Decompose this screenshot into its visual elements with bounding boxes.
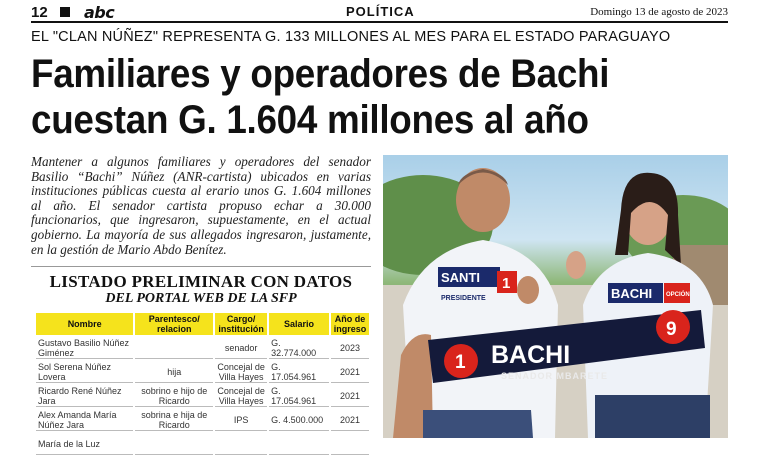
- headline-line-1: Familiares y operadores de Bachi: [31, 52, 610, 96]
- woman-shirt-badge-text: OPCIÓN: [666, 292, 690, 298]
- photo-illustration: [383, 155, 728, 438]
- table-row: [36, 409, 369, 431]
- scarf-subtitle: SENADOR MBARETE: [501, 371, 609, 381]
- article-photo: [383, 155, 728, 438]
- shirt-number: 1: [502, 275, 511, 292]
- cell-parentesco: [135, 433, 213, 455]
- cell-anio: 2021: [331, 409, 369, 431]
- listing-divider: [31, 266, 371, 267]
- listing-subtitle: DEL PORTAL WEB DE LA SFP: [105, 291, 297, 306]
- cell-anio: [331, 433, 369, 455]
- table-row: [36, 361, 369, 383]
- woman-jeans: [595, 395, 710, 438]
- col-header-nombre: Nombre: [36, 313, 133, 335]
- woman-shirt-text: BACHI: [611, 286, 653, 301]
- cell-cargo: Concejal de Villa Hayes: [215, 361, 267, 383]
- cell-salario: G. 17.054.961: [269, 385, 329, 407]
- shirt-santi-text: SANTI: [441, 270, 480, 285]
- article-headline: [31, 51, 693, 143]
- cell-cargo: Concejal de Villa Hayes: [215, 385, 267, 407]
- issue-date: Domingo 13 de agosto de 2023: [590, 6, 728, 18]
- staff-table: [34, 311, 371, 457]
- cell-parentesco: sobrina e hija de Ricardo: [135, 409, 213, 431]
- headline-line-2: cuestan G. 1.604 millones al año: [31, 98, 589, 142]
- cell-anio: 2023: [331, 337, 369, 359]
- cell-parentesco: hija: [135, 361, 213, 383]
- listing-title: LISTADO PRELIMINAR CON DATOS: [49, 272, 353, 291]
- article-lead: Mantener a algunos familiares y operadores del senador Basilio “Bachi” Núñez (ANR-cartista) ubicados en varias instituciones públicas cuesta al erario unos G. 1.604 millones al año. El senador cartista propuso echar a 30.000 funcionarios, que ingresaron, supuestamente, en el actual gobierno. La mayoría de sus allegados ingresaron, justamente, en la gestión de Mario Abdo Benítez.: [31, 154, 371, 257]
- table-row: [36, 385, 369, 407]
- col-header-salario: Salario: [269, 313, 329, 335]
- cell-cargo: [215, 433, 267, 455]
- cell-salario: G. 17.054.961: [269, 361, 329, 383]
- section-square-marker: [60, 7, 70, 17]
- cell-anio: 2021: [331, 361, 369, 383]
- scarf-left-number: 1: [455, 352, 466, 373]
- page-number: 12: [31, 4, 48, 21]
- article-kicker: EL "CLAN NÚÑEZ" REPRESENTA G. 133 MILLONES AL MES PARA EL ESTADO PARAGUAYO: [31, 29, 671, 45]
- col-header-parentesco: Parentesco/ relacion: [135, 313, 213, 335]
- woman-raised-hand: [566, 251, 586, 279]
- table-row: [36, 337, 369, 359]
- cell-nombre: María de la Luz: [36, 433, 133, 455]
- cell-salario: G. 32.774.000: [269, 337, 329, 359]
- scarf-right-number: 9: [666, 319, 677, 340]
- cell-nombre: Sol Serena Núñez Lovera: [36, 361, 133, 383]
- col-header-anio: Año de ingreso: [331, 313, 369, 335]
- cell-salario: [269, 433, 329, 455]
- cell-cargo: IPS: [215, 409, 267, 431]
- cell-anio: 2021: [331, 385, 369, 407]
- scarf-bachi-text: BACHI: [491, 341, 571, 369]
- table-row: [36, 433, 369, 455]
- shirt-presidente-text: PRESIDENTE: [441, 295, 486, 302]
- cell-cargo: senador: [215, 337, 267, 359]
- section-title: POLÍTICA: [346, 4, 415, 19]
- cell-parentesco: [135, 337, 213, 359]
- header-rule: [31, 21, 728, 23]
- cell-parentesco: sobrino e hijo de Ricardo: [135, 385, 213, 407]
- cell-salario: G. 4.500.000: [269, 409, 329, 431]
- col-header-cargo: Cargo/ institución: [215, 313, 267, 335]
- abc-logo: abc: [84, 3, 115, 22]
- cell-nombre: Gustavo Basilio Núñez Giménez: [36, 337, 133, 359]
- table-header-row: [36, 313, 369, 335]
- man-raised-hand: [517, 276, 539, 304]
- cell-nombre: Ricardo René Núñez Jara: [36, 385, 133, 407]
- man-jeans: [423, 410, 533, 438]
- cell-nombre: Alex Amanda María Núñez Jara: [36, 409, 133, 431]
